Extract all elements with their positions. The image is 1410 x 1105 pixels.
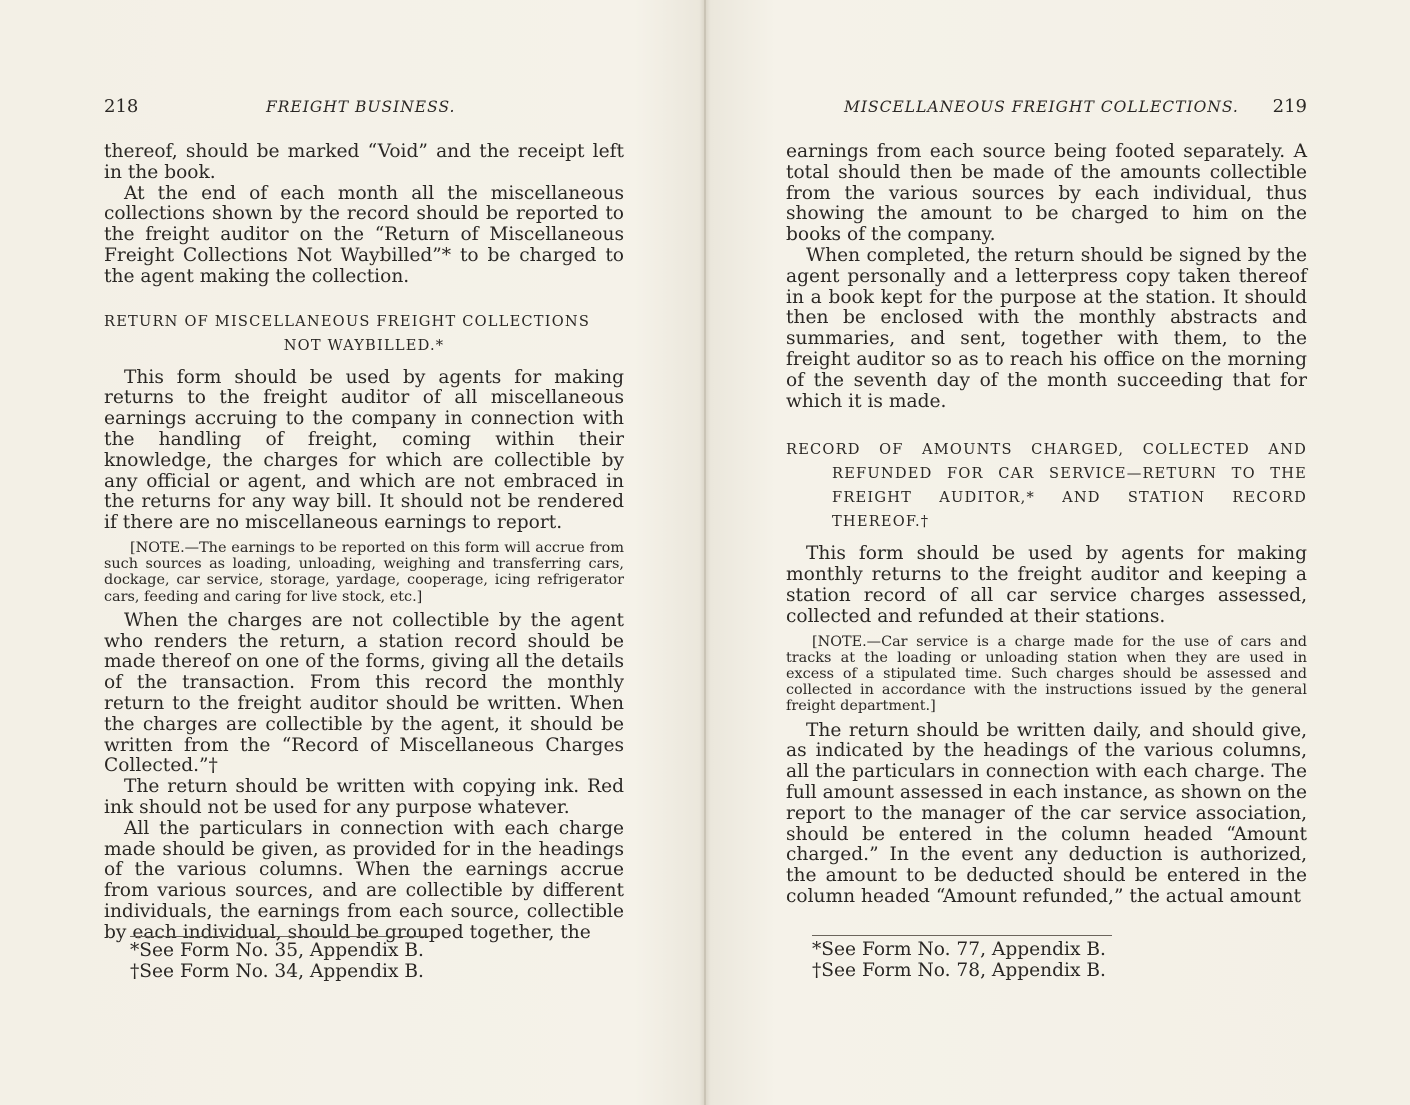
left-page-body [104,142,624,944]
right-paragraph-2: When completed, the return should be signed by the agent personally and a letterpress copy taken thereof in a book kept for the purpose at the station. It should then be enclosed with the monthly abstracts and summaries, and sent, together with them, to the freight auditor so as to reach his office on the morning of the seventh day of the month succeeding that for which it is made. [786,244,1307,412]
right-paragraph-4: The return should be written daily, and should give, as indicated by the headings of the various columns, all the particulars in connection with each charge. The full amount assessed in each instance, as shown on the report to the manager of the car service association, should be entered in the column headed “Amount charged.” In the event any deduction is authorized, the amount to be deducted should be entered in the column headed “Amount refunded,” the actual amount [786,719,1308,907]
left-heading-line-1: RETURN OF MISCELLANEOUS FREIGHT COLLECTIONS [104,312,591,330]
left-paragraph-1: thereof, should be marked “Void” and the receipt left in the book. [104,141,624,183]
left-paragraph-2: At the end of each month all the miscellaneous collections shown by the record should be reported to the freight auditor on the “Return of Miscellaneous Freight Collections Not Waybilled”* to be charged to the agent making the collection. [104,182,624,287]
right-paragraph-1: earnings from each source being footed separately. A total should then be made of the amounts collectible from the various sources by each individual, thus showing the amount to be charged to him on the books of the company. [786,141,1307,246]
left-heading-line-2: NOT WAYBILLED.* [283,336,445,354]
right-footnote-2: †See Form No. 78, Appendix B. [812,959,1106,981]
left-page-number: 218 [104,96,139,117]
left-paragraph-5: The return should be written with copying ink. Red ink should not be used for any purpose whatever. [104,776,624,818]
book-gutter [704,0,706,1105]
right-footnote-1: *See Form No. 77, Appendix B. [812,939,1106,960]
right-paragraph-3: This form should be used by agents for making monthly returns to the freight auditor and keeping a station record of all car service charges assessed, collected and refunded at their stations. [786,543,1307,627]
right-note: [NOTE.—Car service is a charge made for the use of cars and tracks at the loading or unloading station when they are used in excess of a stipulated time. Such charges should be assessed and collected in accordance with the instructions issued by the general freight department.] [786,633,1307,715]
left-section-heading [104,310,624,358]
left-paragraph-4: When the charges are not collectible by the agent who renders the return, a station record should be made thereof on one of the forms, giving all the details of the transaction. From this record the monthly return to the freight auditor should be written. When the charges are collectible by the agent, it should be written from the “Record of Miscellaneous Charges Collected.”† [104,609,624,777]
right-page-body [786,142,1307,908]
left-note: [NOTE.—The earnings to be reported on this form will accrue from such sources as loading, unloading, weighing and transferring cars, dockage, car service, storage, yardage, cooperage, icing refrigerator cars, feeding and caring for live stock, etc.] [104,539,624,605]
right-running-head: MISCELLANEOUS FREIGHT COLLECTIONS. [844,98,1239,116]
left-page-header [104,96,624,120]
right-page-number: 219 [1272,96,1307,117]
left-paragraph-6: All the particulars in connection with each charge made should be given, as provided for in the headings of the various columns. When the earnings accrue from various sources, and are collectible by different individuals, the earnings from each source, collectible by each individual, should be grouped together, the [104,817,624,943]
left-footnote-2: †See Form No. 34, Appendix B. [130,960,424,982]
left-running-head: FREIGHT BUSINESS. [266,98,456,116]
right-page-header [786,96,1307,120]
right-page [786,0,1307,1105]
left-paragraph-3: This form should be used by agents for making returns to the freight auditor of all miscellaneous earnings accruing to the company in connection with the handling of freight, coming within their knowledge, the charges for which are collectible by any official or agent, and which are not embraced in the returns for any way bill. It should not be rendered if there are no miscellaneous earnings to report. [104,366,624,534]
right-footnotes [812,935,1112,982]
left-footnotes [130,936,430,983]
left-footnote-1: *See Form No. 35, Appendix B. [130,940,424,961]
right-section-heading: RECORD OF AMOUNTS CHARGED, COLLECTED AND REFUNDED FOR CAR SERVICE—RETURN TO THE FREIGHT AUDITOR,* AND STATION RECORD THEREOF.† [786,441,1307,531]
left-page [104,0,624,1105]
